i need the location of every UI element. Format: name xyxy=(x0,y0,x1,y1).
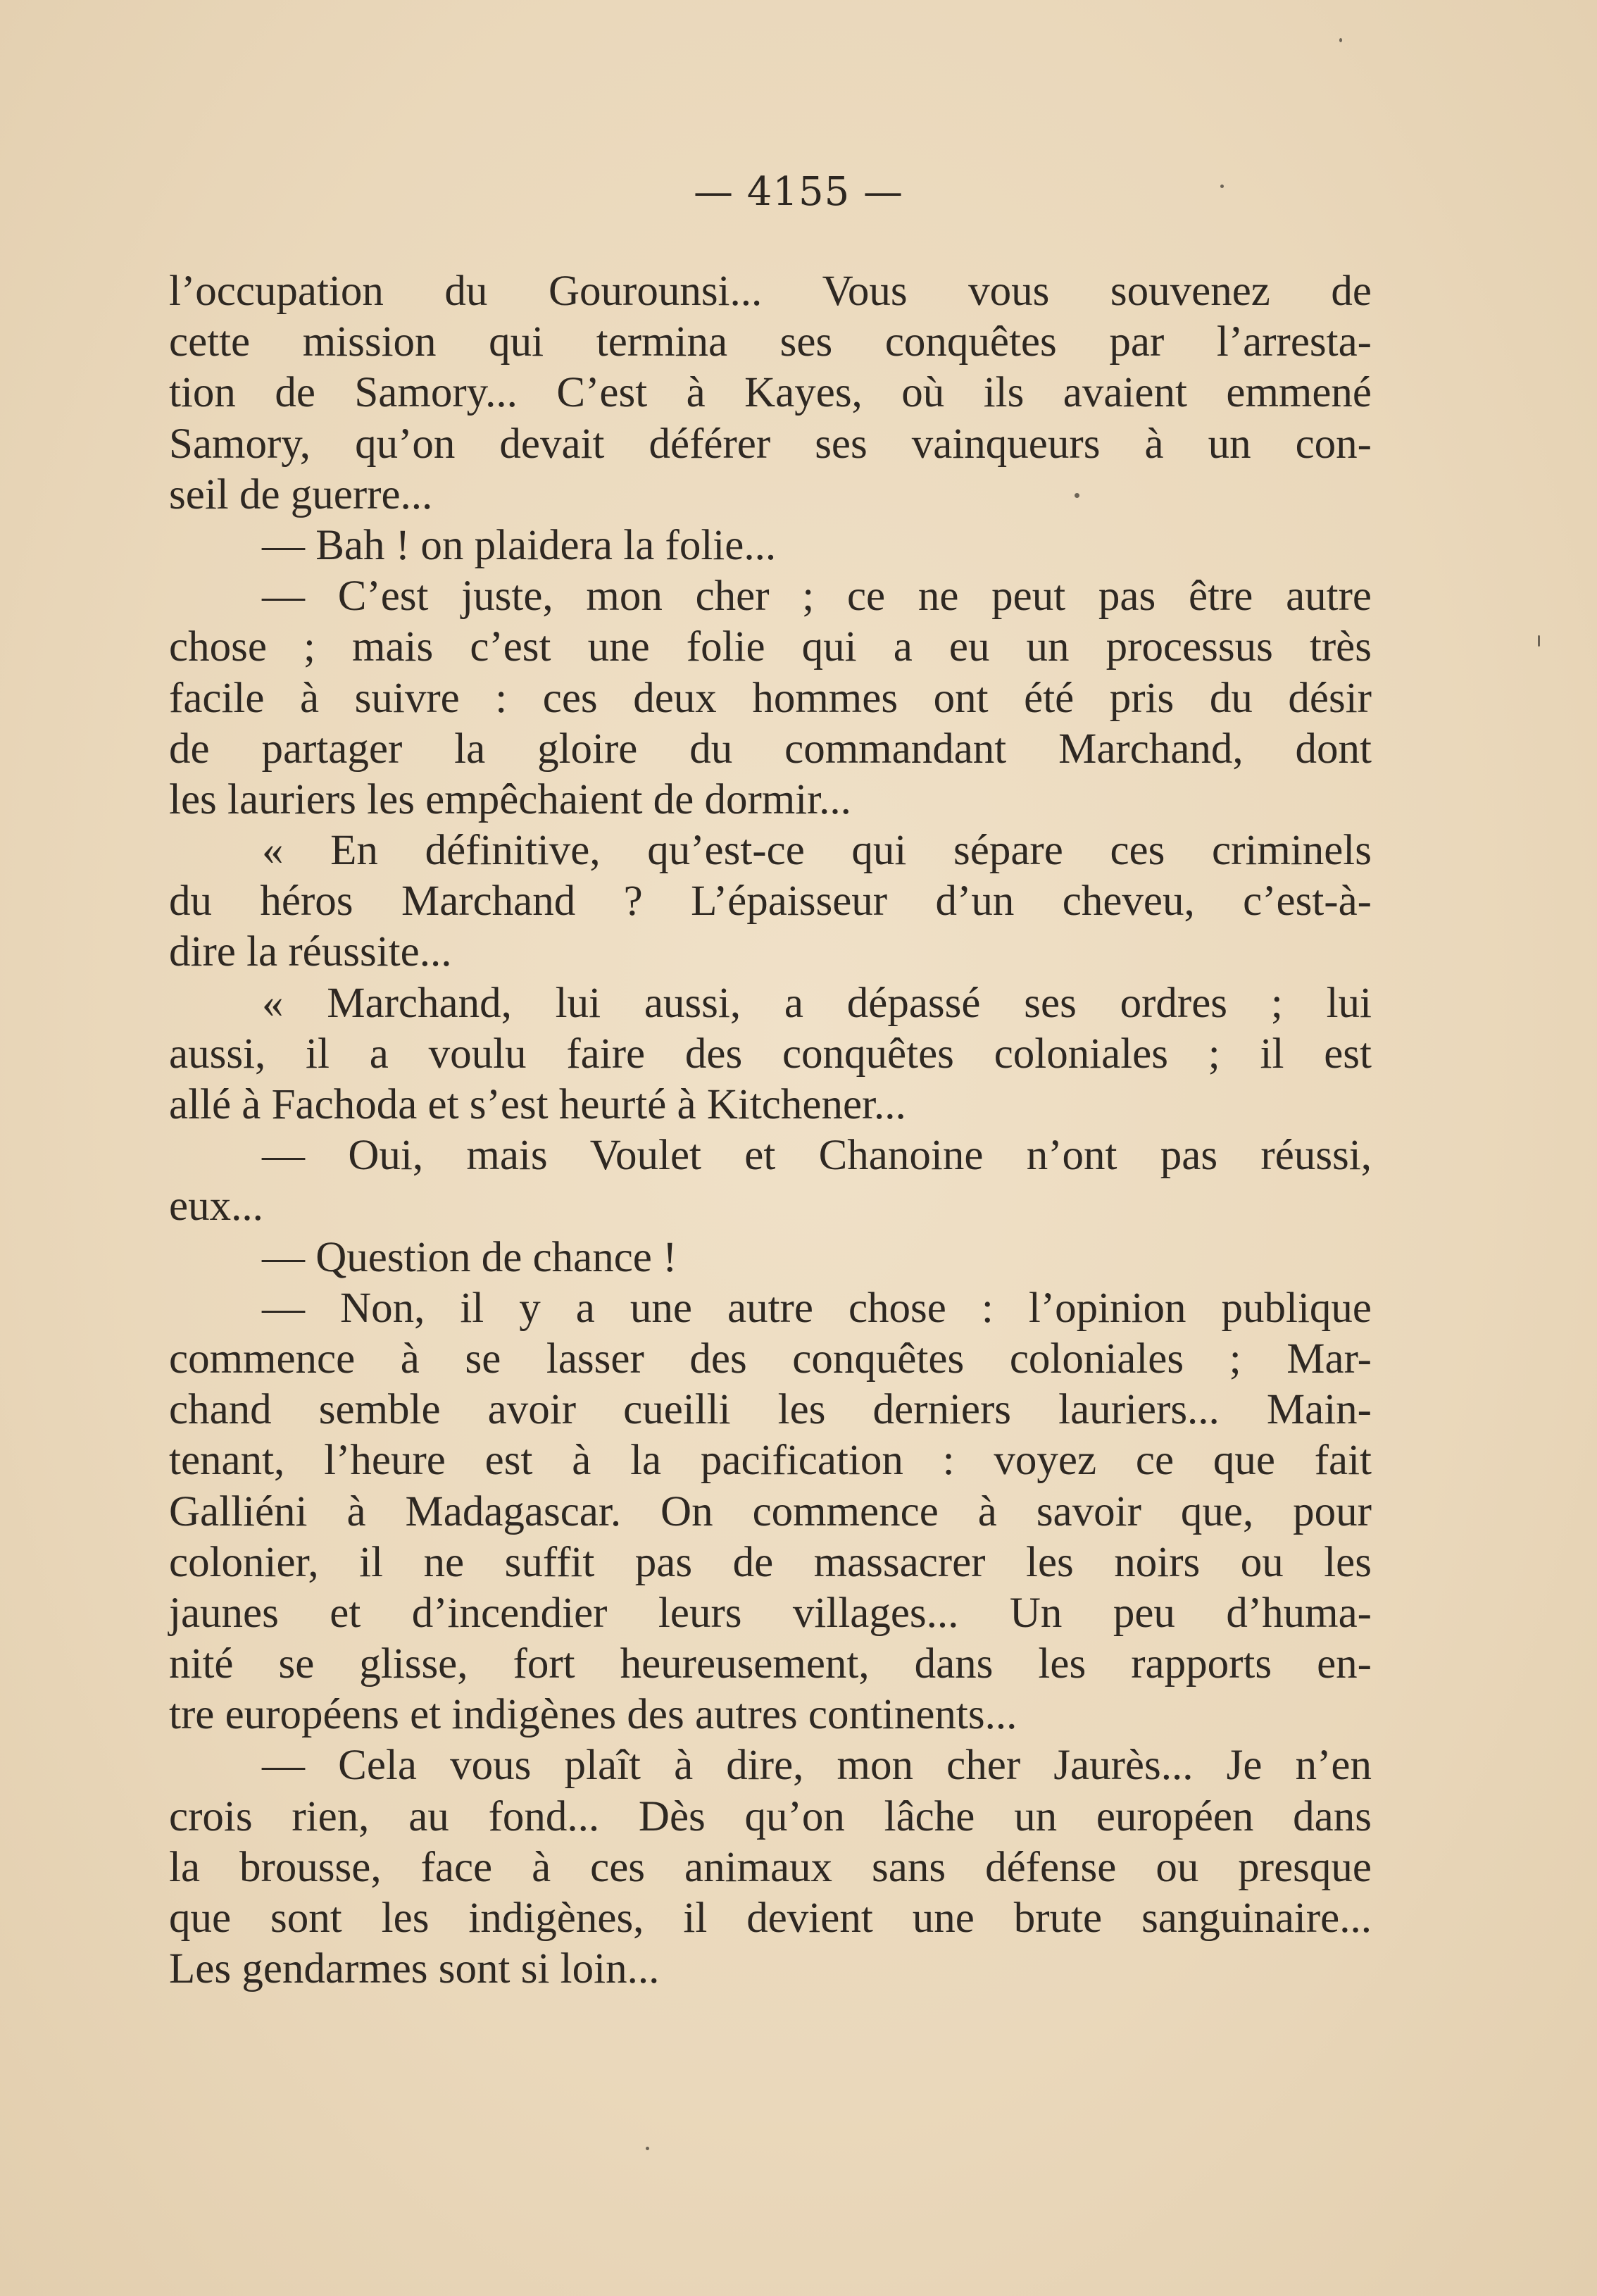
text-line: nité se glisse, fort heureusement, dans les rapports en- xyxy=(169,1640,1372,1688)
text-line: — Non, il y a une autre chose : l’opinion publique xyxy=(262,1284,1372,1332)
text-line: allé à Fachoda et s’est heurté à Kitchener... xyxy=(169,1081,906,1128)
text-line: l’occupation du Gourounsi... Vous vous souvenez de xyxy=(169,268,1372,315)
text-line: « Marchand, lui aussi, a dépassé ses ordres ; lui xyxy=(262,979,1372,1027)
text-line: tre européens et indigènes des autres continents... xyxy=(169,1691,1017,1739)
text-line: les lauriers les empêchaient de dormir... xyxy=(169,775,851,823)
text-line: de partager la gloire du commandant Marchand, dont xyxy=(169,725,1372,773)
text-line: crois rien, au fond... Dès qu’on lâche un européen dans xyxy=(169,1792,1372,1840)
text-line: Galliéni à Madagascar. On commence à savoir que, pour xyxy=(169,1487,1372,1535)
text-line: commence à se lasser des conquêtes coloniales ; Mar- xyxy=(169,1335,1372,1383)
text-line: colonier, il ne suffit pas de massacrer les noirs ou les xyxy=(169,1538,1372,1586)
paper-speck xyxy=(1220,185,1224,188)
text-line: du héros Marchand ? L’épaisseur d’un cheveu, c’est-à- xyxy=(169,878,1372,925)
text-line: — Oui, mais Voulet et Chanoine n’ont pas réussi, xyxy=(262,1132,1372,1180)
page-number: — 4155 — xyxy=(693,169,904,215)
text-line: la brousse, face à ces animaux sans défense ou presque xyxy=(169,1843,1372,1891)
text-line: — C’est juste, mon cher ; ce ne peut pas être autre xyxy=(262,573,1372,620)
paper-speck xyxy=(1339,38,1342,42)
text-line: jaunes et d’incendier leurs villages... Un peu d’huma- xyxy=(169,1589,1372,1637)
text-line: seil de guerre... xyxy=(169,470,433,518)
text-line: chand semble avoir cueilli les derniers lauriers... Main- xyxy=(169,1386,1372,1434)
paper-speck xyxy=(1075,493,1079,498)
text-line: que sont les indigènes, il devient une brute sanguinaire... xyxy=(169,1895,1372,1942)
text-line: « En définitive, qu’est-ce qui sépare ces criminels xyxy=(262,827,1372,875)
text-line: — Bah ! on plaidera la folie... xyxy=(262,521,777,569)
text-line: — Cela vous plaît à dire, mon cher Jaurès... Je n’en xyxy=(262,1742,1372,1790)
text-line: chose ; mais c’est une folie qui a eu un processus très xyxy=(169,623,1372,671)
text-line: dire la réussite... xyxy=(169,928,452,976)
paper-speck xyxy=(646,2147,649,2150)
text-line: aussi, il a voulu faire des conquêtes coloniales ; il est xyxy=(169,1030,1372,1078)
text-line: tenant, l’heure est à la pacification : voyez ce que fait xyxy=(169,1437,1372,1485)
text-line: Samory, qu’on devait déférer ses vainqueurs à un con- xyxy=(169,420,1372,468)
text-line: — Question de chance ! xyxy=(262,1233,677,1281)
text-line: Les gendarmes sont si loin... xyxy=(169,1945,660,1993)
paper-speck xyxy=(1538,635,1540,647)
text-line: tion de Samory... C’est à Kayes, où ils avaient emmené xyxy=(169,369,1372,417)
text-line: cette mission qui termina ses conquêtes par l’arresta- xyxy=(169,318,1372,366)
text-line: facile à suivre : ces deux hommes ont été pris du désir xyxy=(169,674,1372,722)
page-text xyxy=(169,266,1372,1995)
text-line: eux... xyxy=(169,1183,263,1230)
